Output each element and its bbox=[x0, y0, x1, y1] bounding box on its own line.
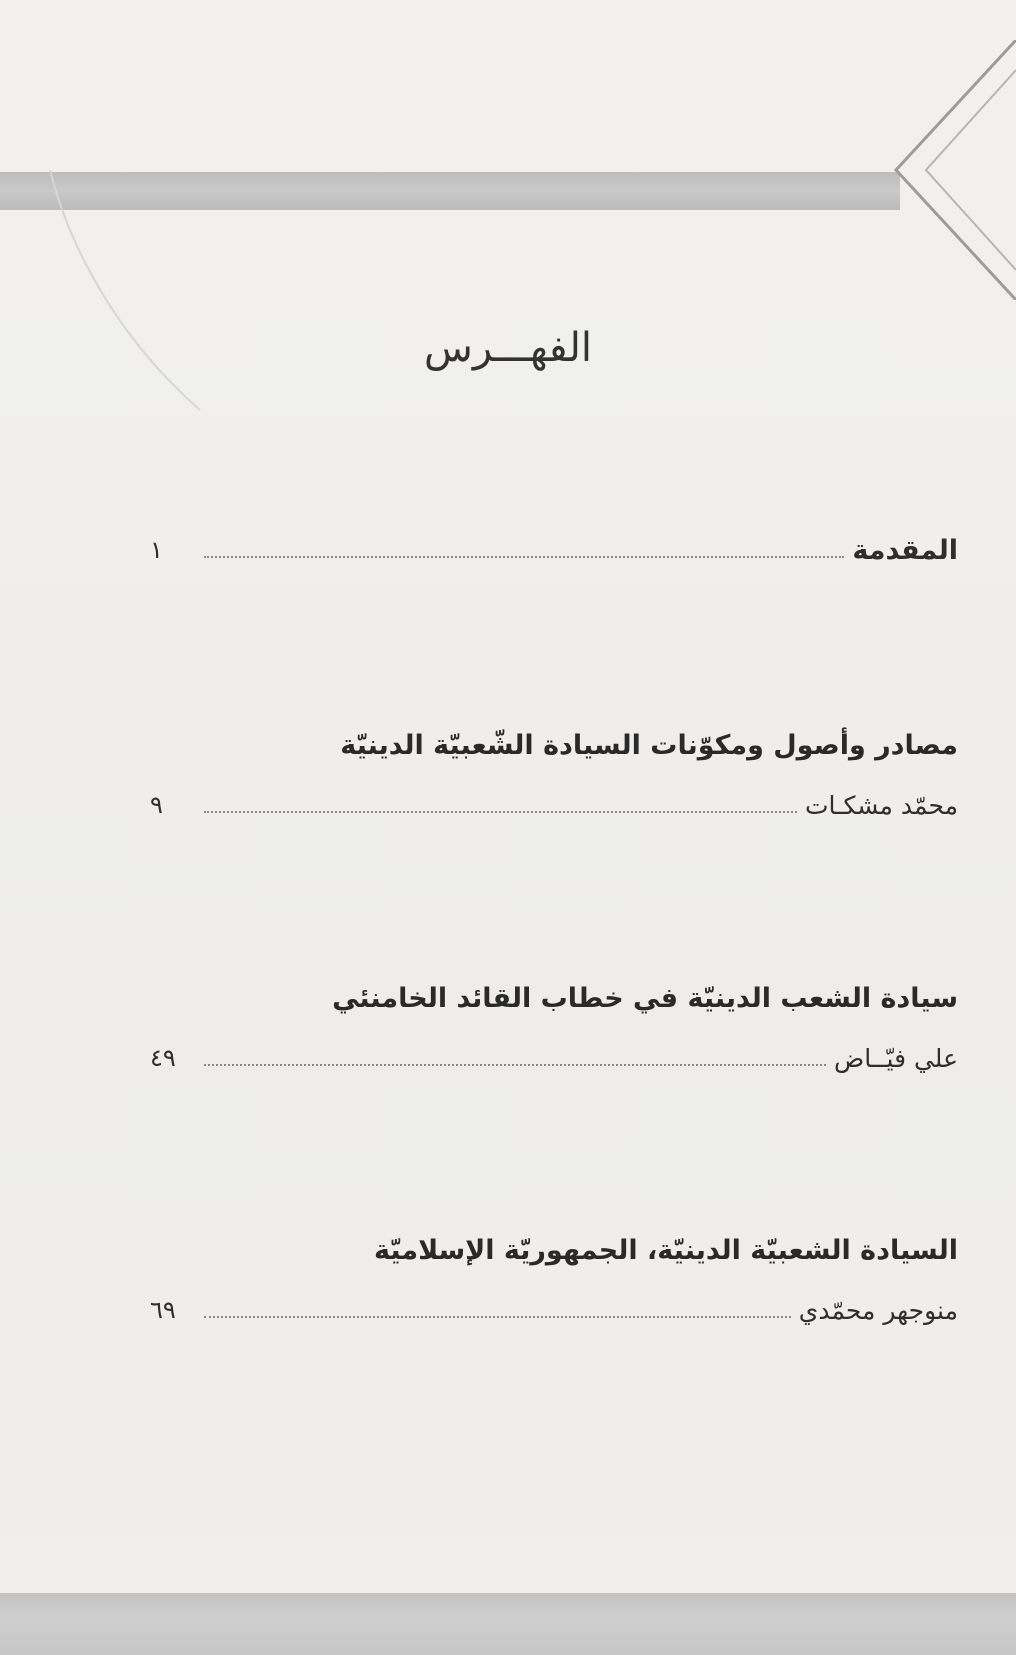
decorative-curve bbox=[30, 170, 210, 430]
toc-page-number: ١ bbox=[150, 536, 163, 564]
toc-entry-author-line bbox=[150, 1040, 958, 1076]
page-title: الفهـــرس bbox=[423, 325, 593, 371]
toc-entry-label: المقدمة bbox=[852, 534, 958, 566]
toc-page-number: ٤٩ bbox=[150, 1044, 176, 1072]
toc-author-name: منوجهر محمّدي bbox=[798, 1295, 958, 1325]
dot-leader bbox=[204, 1064, 826, 1066]
toc-entry-author-line bbox=[150, 1292, 958, 1328]
bottom-decorative-band bbox=[0, 1593, 1016, 1655]
dot-leader bbox=[204, 1316, 791, 1318]
toc-entry-heading: سيادة الشعب الدينيّة في خطاب القائد الخامنئي bbox=[332, 983, 958, 1014]
dot-leader bbox=[204, 811, 797, 813]
toc-entry-heading: السيادة الشعبيّة الدينيّة، الجمهوريّة الإسلاميّة bbox=[373, 1235, 958, 1266]
toc-page-number: ٦٩ bbox=[150, 1296, 176, 1324]
toc-entry-introduction bbox=[150, 532, 958, 568]
toc-page-number: ٩ bbox=[150, 791, 163, 819]
toc-entry-heading: مصادر وأصول ومكوّنات السيادة الشّعبيّة الدينيّة bbox=[340, 730, 958, 761]
chevron-ornament bbox=[866, 40, 1016, 300]
dot-leader bbox=[204, 556, 844, 558]
toc-author-name: محمّد مشكـات bbox=[804, 790, 958, 820]
toc-author-name: علي فيّــاض bbox=[834, 1043, 958, 1073]
toc-entry-author-line bbox=[150, 787, 958, 823]
